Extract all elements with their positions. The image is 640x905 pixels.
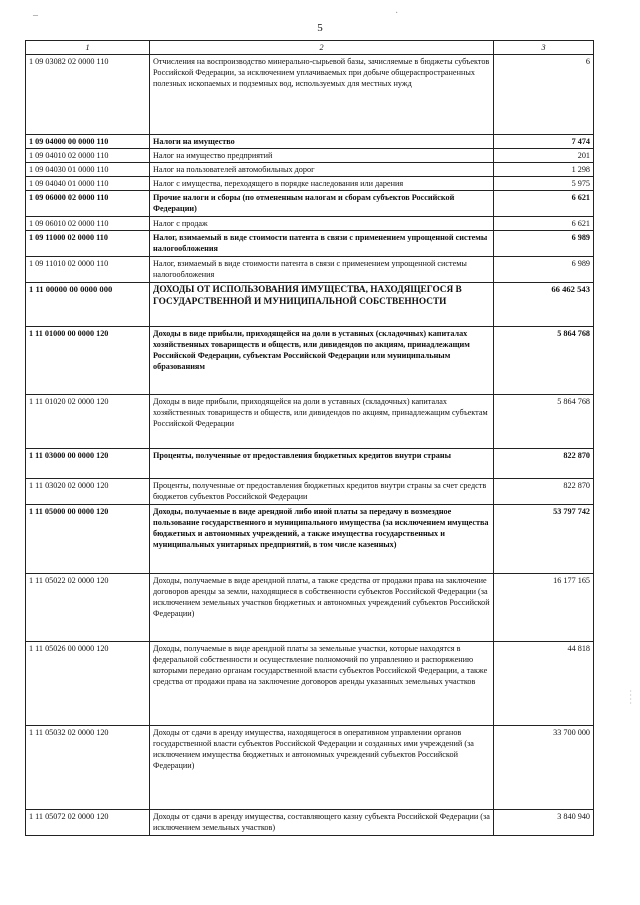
row-name: Отчисления на воспроизводство минерально-сырьевой базы, зачисляемые в бюджеты субъектов Российской Федерации, за исключением уплачиваемых при добыче общераспространенных полезных ископаемых и подземных вод, используемых для местных нужд [150,55,494,135]
table-header-row [26,41,594,55]
table-row [26,177,594,191]
row-name: Прочие налоги и сборы (по отмененным налогам и сборам субъектов Российской Федерации) [150,191,494,217]
row-name: Налог на пользователей автомобильных дорог [150,163,494,177]
row-name: Проценты, полученные от предоставления бюджетных кредитов внутри страны [150,449,494,479]
row-amount: 53 797 742 [494,505,594,574]
table-row [26,810,594,836]
row-amount: 44 818 [494,642,594,726]
row-code: 1 11 01000 00 0000 120 [26,327,150,395]
row-amount: 1 298 [494,163,594,177]
column-header-code: 1 [26,41,150,55]
table-row [26,217,594,231]
side-scan-marks: · · · · [629,687,632,708]
row-amount: 6 989 [494,231,594,257]
table-row [26,231,594,257]
row-amount: 6 989 [494,257,594,283]
scan-dot: · [395,8,399,19]
table-row [26,55,594,135]
row-name: Доходы, получаемые в виде арендной платы, а также средства от продажи права на заключение договоров аренды за земли, находящиеся в собственности субъектов Российской Федерации (за исключением земельных участков бюджетных и автономных учреждений субъектов Российской Федерации) [150,574,494,642]
table-row [26,449,594,479]
row-name: Доходы в виде прибыли, приходящейся на доли в уставных (складочных) капиталах хозяйственных товариществ и обществ, или дивидендов по акциям, принадлежащим Российской Федерации, субъектам Российской Федерации или муниципальным образованиям [150,327,494,395]
row-code: 1 09 06010 02 0000 110 [26,217,150,231]
row-name: Налог, взимаемый в виде стоимости патента в связи с применением упрощенной системы налогообложения [150,231,494,257]
row-name: Налоги на имущество [150,135,494,149]
row-amount: 5 864 768 [494,395,594,449]
row-amount: 16 177 165 [494,574,594,642]
table-row [26,163,594,177]
row-code: 1 09 04010 02 0000 110 [26,149,150,163]
table-row [26,574,594,642]
row-name: Доходы, получаемые в виде арендной платы за земельные участки, которые находятся в федеральной собственности и осуществление полномочий по управлению и распоряжению которыми передано органам государственной власти субъектов Российской Федерации, а также средства от продажи права на заключение договоров аренды указанных земельных участков [150,642,494,726]
column-header-amount: 3 [494,41,594,55]
row-amount: 33 700 000 [494,726,594,810]
table-row [26,135,594,149]
page-number: 5 [317,22,323,34]
row-amount: 7 474 [494,135,594,149]
row-code: 1 11 05072 02 0000 120 [26,810,150,836]
row-name: Проценты, полученные от предоставления бюджетных кредитов внутри страны за счет средств бюджетов субъектов Российской Федерации [150,479,494,505]
row-name: Налог, взимаемый в виде стоимости патента в связи с применением упрощенной системы налогообложения [150,257,494,283]
table-row [26,505,594,574]
row-amount: 201 [494,149,594,163]
row-amount: 6 621 [494,191,594,217]
row-code: 1 09 04000 00 0000 110 [26,135,150,149]
table-row [26,283,594,327]
table-row [26,257,594,283]
revenue-table [25,40,594,836]
column-header-name: 2 [150,41,494,55]
row-amount: 6 621 [494,217,594,231]
row-name: Доходы от сдачи в аренду имущества, находящегося в оперативном управлении органов государственной власти субъектов Российской Федерации и созданных ими учреждений (за исключением имущества бюджетных и автономных учреждений субъектов Российской Федерации) [150,726,494,810]
row-amount: 822 870 [494,449,594,479]
row-name: Доходы в виде прибыли, приходящейся на доли в уставных (складочных) капиталах хозяйственных товариществ и обществ, или дивидендов по акциям, принадлежащим субъектам Российской Федерации [150,395,494,449]
row-code: 1 11 05032 02 0000 120 [26,726,150,810]
row-code: 1 09 06000 02 0000 110 [26,191,150,217]
row-amount: 6 [494,55,594,135]
row-name: Налог на имущество предприятий [150,149,494,163]
row-name: ДОХОДЫ ОТ ИСПОЛЬЗОВАНИЯ ИМУЩЕСТВА, НАХОДЯЩЕГОСЯ В ГОСУДАРСТВЕННОЙ И МУНИЦИПАЛЬНОЙ СОБСТВЕННОСТИ [150,283,494,327]
row-amount: 5 864 768 [494,327,594,395]
row-amount: 66 462 543 [494,283,594,327]
row-name: Налог с имущества, переходящего в порядке наследования или дарения [150,177,494,191]
row-code: 1 11 05026 00 0000 120 [26,642,150,726]
table-row [26,149,594,163]
row-code: 1 09 04040 01 0000 110 [26,177,150,191]
corner-mark: – [33,10,38,21]
row-name: Доходы от сдачи в аренду имущества, составляющего казну субъекта Российской Федерации (за исключением земельных участков) [150,810,494,836]
table-row [26,191,594,217]
table-row [26,642,594,726]
table-row [26,479,594,505]
row-code: 1 11 05022 02 0000 120 [26,574,150,642]
row-code: 1 09 11010 02 0000 110 [26,257,150,283]
row-code: 1 11 05000 00 0000 120 [26,505,150,574]
table-row [26,327,594,395]
row-amount: 5 975 [494,177,594,191]
row-code: 1 09 03082 02 0000 110 [26,55,150,135]
row-code: 1 09 04030 01 0000 110 [26,163,150,177]
row-name: Налог с продаж [150,217,494,231]
table-row [26,395,594,449]
table-row [26,726,594,810]
row-code: 1 11 03000 00 0000 120 [26,449,150,479]
row-name: Доходы, получаемые в виде арендной либо иной платы за передачу в возмездное пользование государственного и муниципального имущества (за исключением имущества бюджетных и автономных учреждений, а также имущества государственных и муниципальных унитарных предприятий, в том числе казенных) [150,505,494,574]
row-code: 1 09 11000 02 0000 110 [26,231,150,257]
row-code: 1 11 03020 02 0000 120 [26,479,150,505]
row-amount: 822 870 [494,479,594,505]
row-amount: 3 840 940 [494,810,594,836]
row-code: 1 11 00000 00 0000 000 [26,283,150,327]
row-code: 1 11 01020 02 0000 120 [26,395,150,449]
